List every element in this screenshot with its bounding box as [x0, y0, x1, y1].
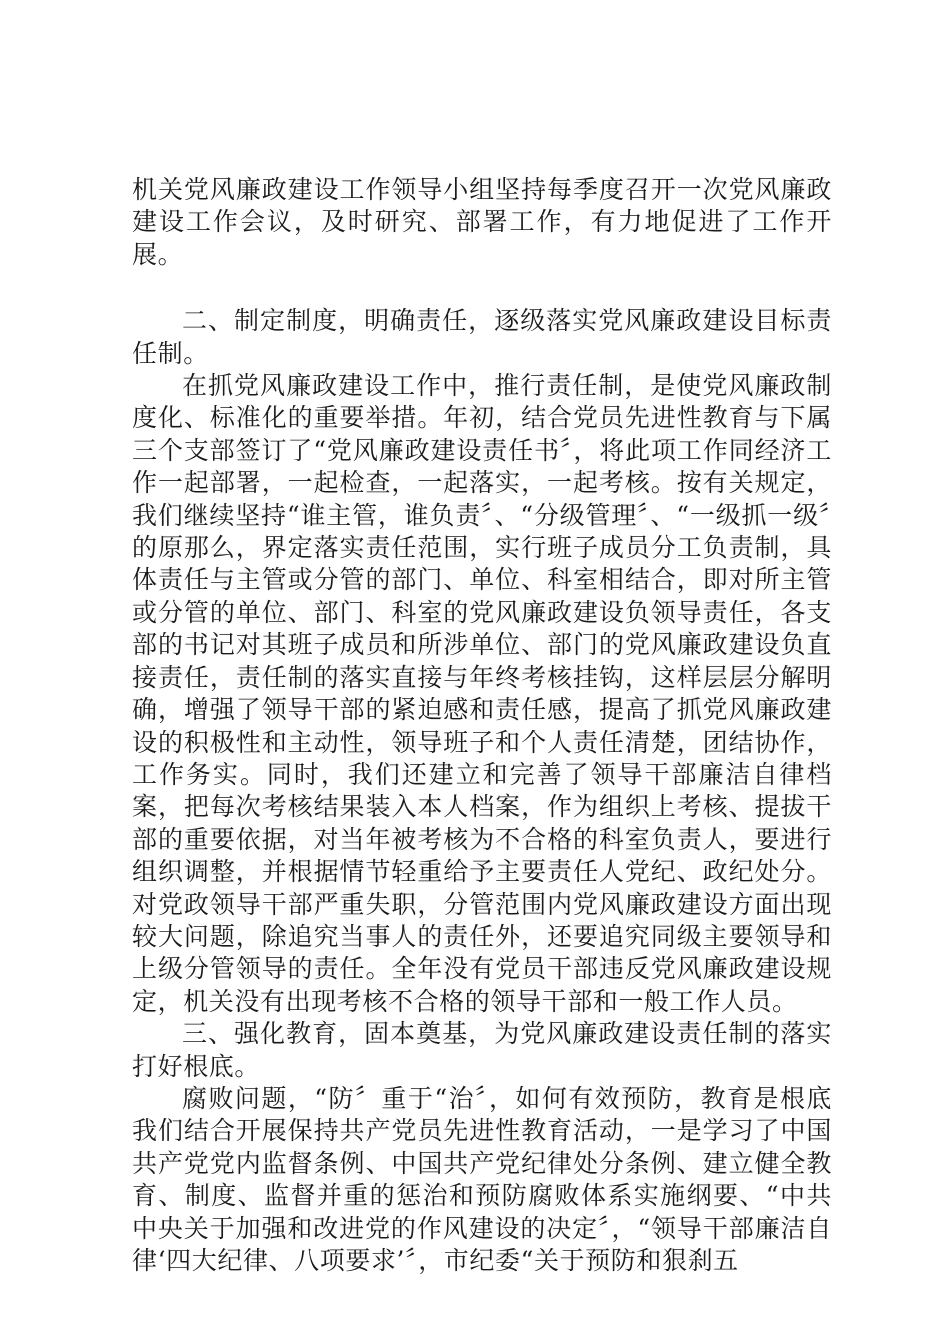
paragraph-education: 腐败问题，“防〞重于“治〞，如何有效预防，教育是根底我们结合开展保持共产党员先进性教育活动，一是学习了中国共产党党内监督条例、中国共产党纪律处分条例、建立健全教育、制度、监督并重的惩治和预防腐败体系实施纲要、“中共中央关于加强和改进党的作风建设的决定〞，“领导干部廉洁自律‘四大纪律、八项要求’〞，市纪委“关于预防和狠刹五 — [132, 1083, 832, 1275]
paragraph-continuation: 机关党风廉政建设工作领导小组坚持每季度召开一次党风廉政建设工作会议，及时研究、部署工作，有力地促进了工作开展。 — [132, 175, 832, 269]
section-heading-three: 三、强化教育，固本奠基，为党风廉政建设责任制的落实打好根底。 — [132, 1019, 832, 1081]
section-heading-two: 二、制定制度，明确责任，逐级落实党风廉政建设目标责任制。 — [132, 306, 832, 368]
paragraph-responsibility-system: 在抓党风廉政建设工作中，推行责任制，是使党风廉政制度化、标准化的重要举措。年初，结合党员先进性教育与下属三个支部签订了“党风廉政建设责任书〞，将此项工作同经济工作一起部署，一起检查，一起落实，一起考核。按有关规定，我们继续坚持“谁主管，谁负责〞、“分级管理〞、“一级抓一级〞的原那么，界定落实责任范围，实行班子成员分工负责制，具体责任与主管或分管的部门、单位、科室相结合，即对所主管或分管的单位、部门、科室的党风廉政建设负领导责任，各支部的书记对其班子成员和所涉单位、部门的党风廉政建设负直接责任，责任制的落实直接与年终考核挂钩，这样层层分解明确，增强了领导干部的紧迫感和责任感，提高了抓党风廉政建设的积极性和主动性，领导班子和个人责任清楚，团结协作，工作务实。同时，我们还建立和完善了领导干部廉洁自律档案，把每次考核结果装入本人档案，作为组织上考核、提拔干部的重要依据，对当年被考核为不合格的科室负责人，要进行组织调整，并根据情节轻重给予主要责任人党纪、政纪处分。对党政领导干部严重失职，分管范围内党风廉政建设方面出现较大问题，除追究当事人的责任外，还要追究同级主要领导和上级分管领导的责任。全年没有党员干部违反党风廉政建设规定，机关没有出现考核不合格的领导干部和一般工作人员。 — [132, 371, 832, 1016]
document-body — [132, 174, 832, 1277]
